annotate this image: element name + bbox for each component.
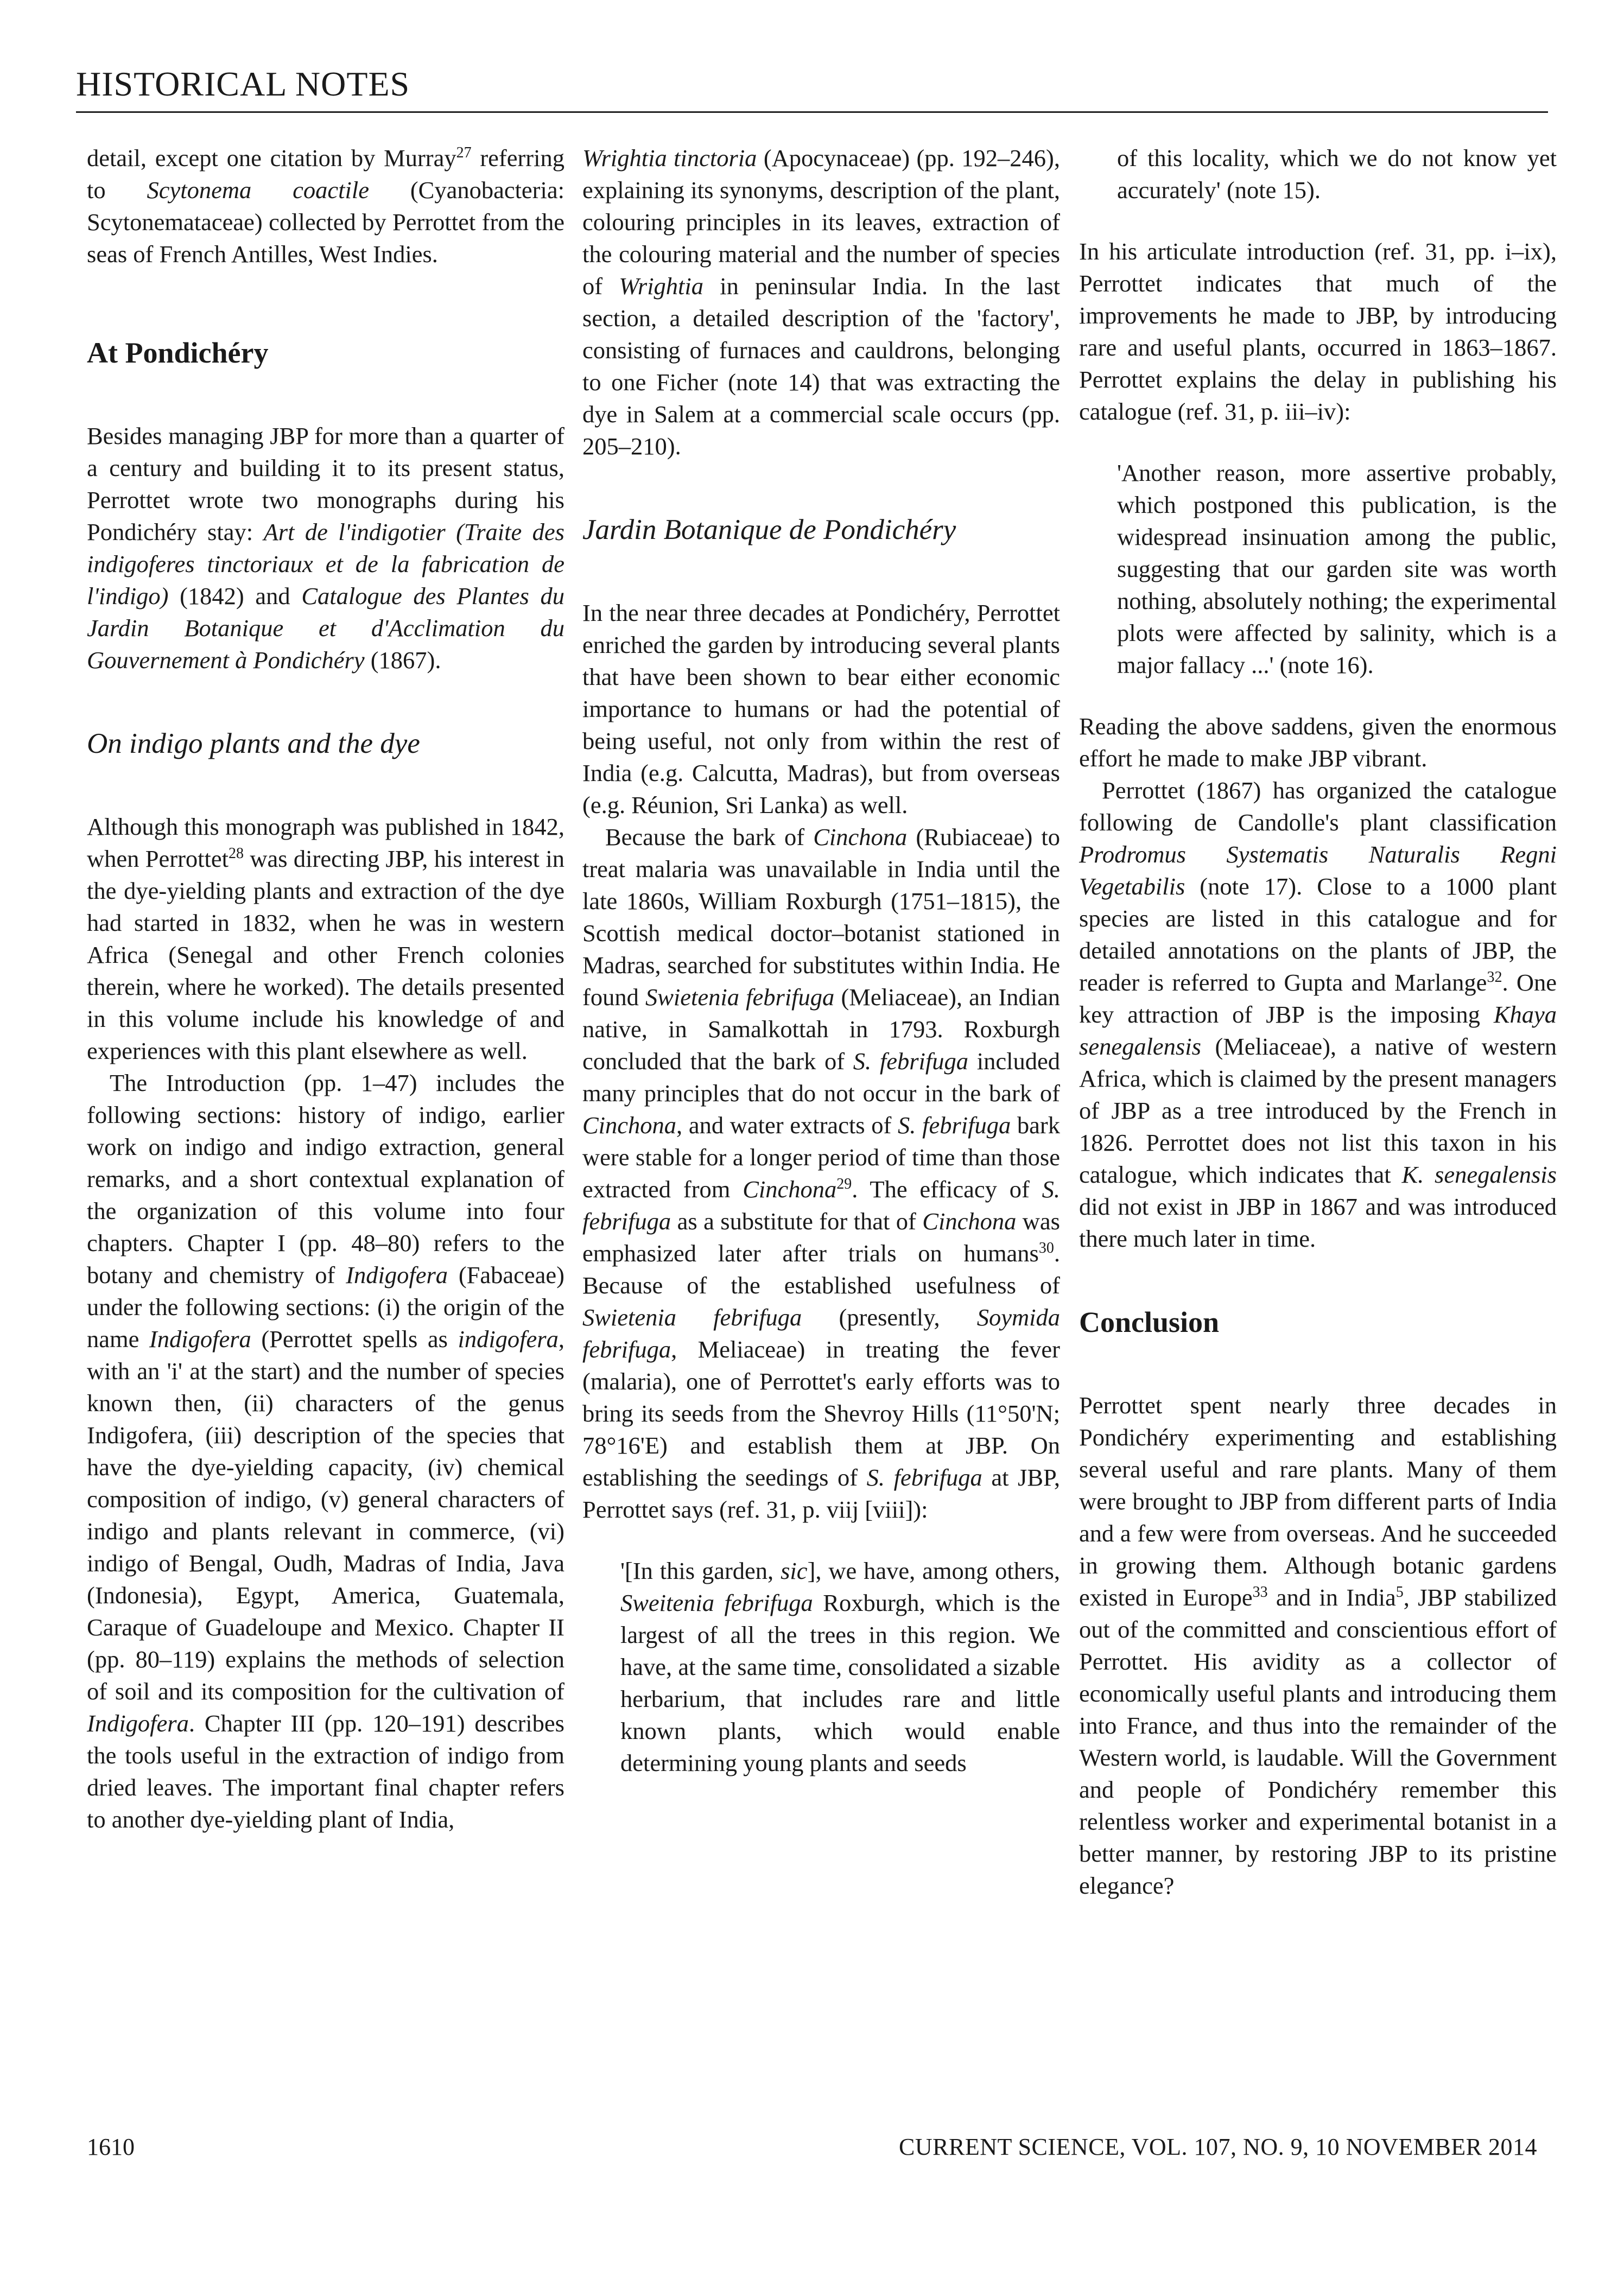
heading-indigo-plants: On indigo plants and the dye — [87, 728, 420, 759]
quote-locality: of this locality, which we do not know yet accurately' (note 15). — [1117, 144, 1557, 204]
header-rule — [76, 111, 1548, 113]
paragraph-near-three-decades: In the near three decades at Pondichéry, Perrottet enriched the garden by introducing several plants that have been shown to bear either economic importance to humans or had the potential of being useful, not only from within the rest of India (e.g. Calcutta, Madras), but from overseas (e.g. Réunion, Sri Lanka) as well. — [582, 599, 1060, 818]
column-2 — [582, 142, 1060, 1779]
paragraph-introduction-sections: The Introduction (pp. 1–47) includes the following sections: history of indigo, earlier work on indigo and indigo extraction, general remarks, and a short contextual explanation of the organization of this volume into four chapters. Chapter I (pp. 48–80) refers to the botany and chemistry of Indigofera (Fabaceae) under the following sections: (i) the origin of the name Indigofera (Perrottet spells as indigofera, with an 'i' at the start) and the number of species known then, (ii) characters of the genus Indigofera, (iii) description of the species that have the dye-yielding capacity, (iv) chemical composition of indigo, (v) general characters of indigo and plants relevant in commerce, (vi) indigo of Bengal, Oudh, Madras of India, Java (Indonesia), Egypt, America, Guatemala, Caraque of Guadeloupe and Mexico. Chapter II (pp. 80–119) explains the methods of selection of soil and its composition for the cultivation of Indigofera. Chapter III (pp. 120–191) describes the tools useful in the extraction of indigo from dried leaves. The important final chapter refers to another dye-yielding plant of India, — [87, 1069, 564, 1833]
page-number: 1610 — [87, 2134, 135, 2160]
column-1 — [87, 142, 564, 1836]
paragraph-catalogue-organization: Perrottet (1867) has organized the catalogue following de Candolle's plant classification Prodromus Systematis Naturalis Regni Vegetabilis (note 17). Close to a 1000 plant species are listed in this catalogue and for detailed annotations on the plants of JBP, the reader is referred to Gupta and Marlange$^{32}$. One key attraction of JBP is the imposing Khaya senegalensis (Meliaceae), a native of western Africa, which is claimed by the present managers of JBP as a tree introduced by the French in 1826. Perrottet does not list this taxon in his catalogue, which indicates that K. senegalensis did not exist in JBP in 1867 and was introduced there much later in time. — [1079, 777, 1557, 1252]
quote-another-reason: 'Another reason, more assertive probably, which postponed this publication, is the widespread insinuation among the public, suggesting that our garden site was worth nothing, absolutely nothing; the experimental plots were affected by salinity, which is a major fallacy ...' (note 16). — [1117, 459, 1557, 678]
citation-sup: 28 — [228, 845, 244, 862]
paragraph-besides: Besides managing JBP for more than a quarter of a century and building it to its present status, Perrottet wrote two monographs during his Pondichéry stay: Art de l'indigotier (Traite des indigoferes tinctoriaux et de la fabrication de l'indigo) (1842) and Catalogue des Plantes du Jardin Botanique et d'Acclimation du Gouvernement à Pondichéry (1867). — [87, 422, 565, 674]
paragraph-because: Because the bark of Cinchona (Rubiaceae) to treat malaria was unavailable in India until the late 1860s, William Roxburgh (1751–1815), the Scottish medical doctor–botanist stationed in Madras, searched for substitutes within India. He found Swietenia febrifuga (Meliaceae), an Indian native, in Samalkottah in 1793. Roxburgh concluded that the bark of S. febrifuga included many principles that do not occur in the bark of Cinchona, and water extracts of S. febrifuga bark were stable for a longer period of time than those extracted from Cinchona$^{29}$. The efficacy of S. febrifuga as a substitute for that of Cinchona was emphasized later after trials on humans$^{30}$. Because of the established usefulness of Swietenia febrifuga (presently, Soymida febrifuga, Meliaceae) in treating the fever (malaria), one of Perrottet's early efforts was to bring its seeds from the Shevroy Hills (11°50'N; 78°16'E) and establish them at JBP. On establishing the seedings of S. febrifuga at JBP, Perrottet says (ref. 31, p. viij [viii]): — [582, 823, 1061, 1523]
journal-citation: CURRENT SCIENCE, VOL. 107, NO. 9, 10 NOVEMBER 2014 — [899, 2134, 1537, 2160]
citation-sup: 33 — [1252, 1584, 1268, 1601]
heading-at-pondichery: At Pondichéry — [87, 337, 269, 369]
paragraph-conclusion: Perrottet spent nearly three decades in Pondichéry experimenting and establishing several useful and rare plants. Many of them were brought to JBP from different parts of India and a few were from overseas. And he succeeded in growing them. Although botanic gardens existed in Europe$^{33}$ and in India$^5$, JBP stabilized out of the committed and conscientious effort of Perrottet. His avidity as a collector of economically useful plants and introducing them into France, and thus into the remainder of the Western world, is laudable. Will the Government and people of Pondichéry remember this relentless worker and experimental botanist in a better manner, by restoring JBP to its pristine elegance? — [1079, 1392, 1557, 1899]
citation-sup: 30 — [1038, 1240, 1054, 1256]
paragraph-wrightia: Wrightia tinctoria (Apocynaceae) (pp. 192–246), explaining its synonyms, description of the plant, colouring principles in its leaves, extraction of the colouring material and the number of species of Wrightia in peninsular India. In the last section, a detailed description of the 'factory', consisting of furnaces and cauldrons, belonging to one Ficher (note 14) that was extracting the dye in Salem at a commercial scale occurs (pp. 205–210). — [582, 144, 1061, 460]
paragraph-articulate-introduction: In his articulate introduction (ref. 31, pp. i–ix), Perrottet indicates that much of the improvements he made to JBP, by introducing rare and useful plants, occurred in 1863–1867. Perrottet explains the delay in publishing his catalogue (ref. 31, p. iii–iv): — [1079, 238, 1557, 425]
paragraph-reading: Reading the above saddens, given the enormous effort he made to make JBP vibrant. — [1079, 713, 1557, 772]
paragraph-intro: detail, except one citation by Murray$^{27}$ referring to Scytonema coactile (Cyanobacteria: Scytonemataceae) collected by Perrottet from the seas of French Antilles, West Indies. — [87, 144, 564, 268]
citation-sup: 5 — [1395, 1584, 1404, 1601]
heading-conclusion: Conclusion — [1079, 1306, 1220, 1338]
column-3 — [1079, 142, 1557, 1902]
citation-sup: 29 — [836, 1176, 852, 1192]
heading-jardin-botanique: Jardin Botanique de Pondichéry — [582, 514, 956, 545]
citation-sup: 27 — [456, 144, 472, 161]
quote-garden: '[In this garden, sic], we have, among others, Sweitenia febrifuga Roxburgh, which is the largest of all the trees in this region. We have, at the same time, consolidated a sizable herbarium, that includes rare and little known plants, which would enable determining young plants and seeds — [620, 1557, 1061, 1776]
running-head: HISTORICAL NOTES — [76, 65, 410, 103]
paragraph-although: Although this monograph was published in 1842, when Perrottet$^{28}$ was directing JBP, his interest in the dye-yielding plants and extraction of the dye had started in 1832, when he was in western Africa (Senegal and other French colonies therein, where he worked). The details presented in this volume include his knowledge of and experiences with this plant elsewhere as well. — [87, 813, 564, 1064]
citation-sup: 32 — [1487, 969, 1502, 986]
